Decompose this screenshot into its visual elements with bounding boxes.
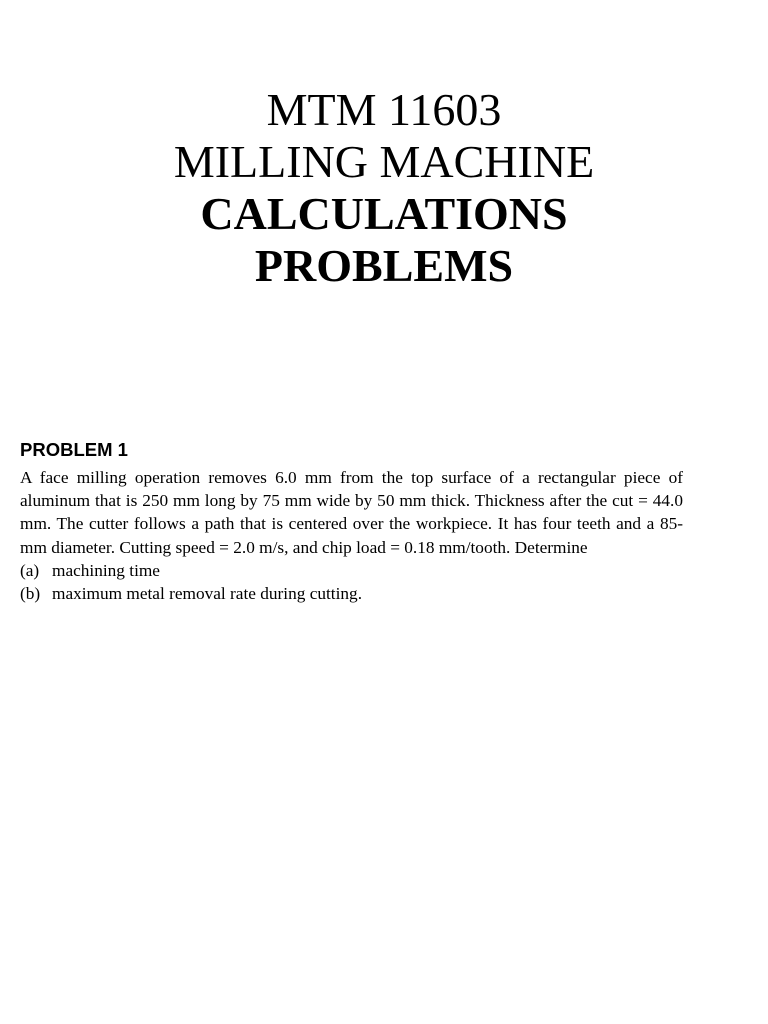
subject-title: MILLING MACHINE [173, 136, 595, 187]
problem-parts-list [20, 559, 683, 605]
problem-part-a [20, 559, 683, 582]
problem-heading: PROBLEM 1 [20, 439, 128, 460]
part-text: machining time [52, 560, 160, 580]
part-text: maximum metal removal rate during cutting. [52, 584, 363, 604]
title-problems: PROBLEMS [254, 240, 514, 291]
problem-statement: A face milling operation removes 6.0 mm from the top surface of a rectangular piece of aluminum that is 250 mm long by 75 mm wide by 50 mm thick. Thickness after the cut = 44.0 mm. The cutter follows a path that is centered over the workpiece. It has four teeth and a 85-mm diameter. Cutting speed = 2.0 m/s, and chip load = 0.18 mm/tooth. Determine [20, 468, 683, 557]
part-label: (a) [20, 560, 40, 580]
slide-title [0, 84, 768, 292]
course-code: MTM 11603 [266, 84, 502, 135]
title-calculations: CALCULATIONS [200, 188, 568, 239]
problem-part-b [20, 582, 683, 605]
part-label: (b) [20, 584, 41, 604]
problem-section [20, 436, 683, 605]
